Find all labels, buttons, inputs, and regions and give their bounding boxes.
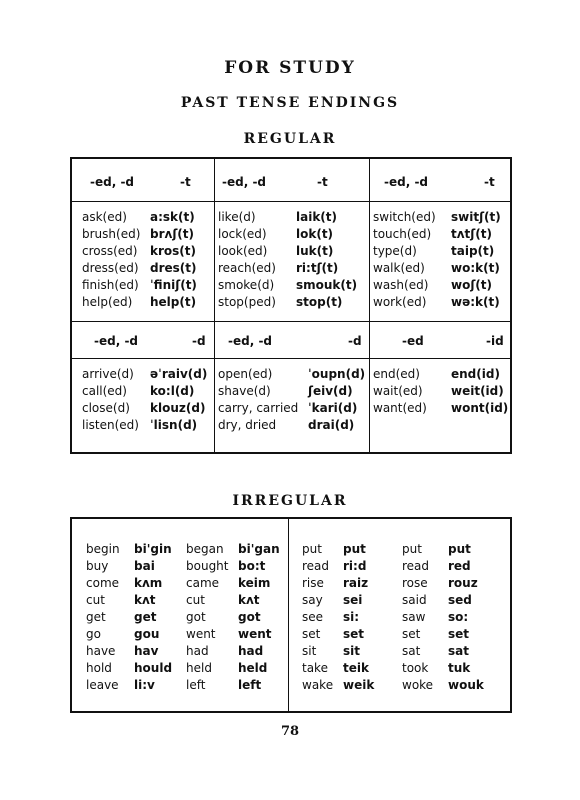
phonetic: kʌt xyxy=(238,593,260,607)
word: read xyxy=(402,559,430,573)
word: dry, dried xyxy=(218,418,277,432)
word: had xyxy=(186,644,209,658)
word: read xyxy=(302,559,330,573)
phonetic: rouz xyxy=(448,576,478,590)
phonetic: end(id) xyxy=(451,367,500,381)
phonetic: bai xyxy=(134,559,155,573)
word: help(ed) xyxy=(82,295,133,309)
word-list xyxy=(82,209,140,311)
word: sit xyxy=(302,644,317,658)
word: work(ed) xyxy=(373,295,427,309)
phonetic: sat xyxy=(448,644,469,658)
word: walk(ed) xyxy=(373,261,425,275)
phonetic-list xyxy=(150,366,207,434)
word: came xyxy=(186,576,220,590)
word: arrive(d) xyxy=(82,367,134,381)
word: leave xyxy=(86,678,119,692)
phonetic: bi'gin xyxy=(134,542,172,556)
word: wait(ed) xyxy=(373,384,423,398)
phonetic: wouk xyxy=(448,678,484,692)
word: see xyxy=(302,610,324,624)
phonetic: put xyxy=(448,542,471,556)
word: set xyxy=(302,627,321,641)
word: left xyxy=(186,678,206,692)
phonetic: keim xyxy=(238,576,271,590)
phonetic: held xyxy=(238,661,268,675)
word: call(ed) xyxy=(82,384,127,398)
phonetic-list xyxy=(308,366,365,434)
word: have xyxy=(86,644,116,658)
phonetic: dres(t) xyxy=(150,261,197,275)
word: bought xyxy=(186,559,229,573)
phonetic: əˈraiv(d) xyxy=(150,367,208,381)
regular-heading: REGULAR xyxy=(243,131,337,147)
irregular-column xyxy=(302,541,333,694)
irregular-column xyxy=(86,541,120,694)
header-ending: -t xyxy=(484,175,495,189)
word: carry, carried xyxy=(218,401,299,415)
phonetic: teik xyxy=(343,661,369,675)
word-list xyxy=(82,366,139,434)
word: took xyxy=(402,661,429,675)
phonetic: help(t) xyxy=(150,295,197,309)
word: buy xyxy=(86,559,109,573)
irregular-column xyxy=(134,541,172,694)
phonetic: ˈoupn(d) xyxy=(308,367,366,381)
header-ending: -ed, -d xyxy=(384,175,429,189)
row-divider xyxy=(72,358,510,359)
regular-table xyxy=(70,157,512,454)
word: put xyxy=(302,542,322,556)
phonetic: drai(d) xyxy=(308,418,355,432)
word: listen(ed) xyxy=(82,418,139,432)
word-list xyxy=(373,366,427,417)
section-heading: PAST TENSE ENDINGS xyxy=(180,95,400,111)
word-list xyxy=(218,209,276,311)
phonetic: ˈlisn(d) xyxy=(150,418,198,432)
phonetic: kʌm xyxy=(134,576,163,590)
word: ask(ed) xyxy=(82,210,127,224)
column-divider xyxy=(214,159,215,452)
word: want(ed) xyxy=(373,401,427,415)
word: put xyxy=(402,542,422,556)
word: reach(ed) xyxy=(218,261,276,275)
word: held xyxy=(186,661,212,675)
phonetic: weit(id) xyxy=(451,384,504,398)
phonetic-list xyxy=(451,366,508,417)
phonetic: put xyxy=(343,542,366,556)
word: began xyxy=(186,542,224,556)
header-ending: -ed, -d xyxy=(90,175,135,189)
word: take xyxy=(302,661,328,675)
column-divider xyxy=(369,159,370,452)
phonetic: ri:tʃ(t) xyxy=(296,261,339,275)
phonetic: switʃ(t) xyxy=(451,210,501,224)
word: touch(ed) xyxy=(373,227,432,241)
phonetic: red xyxy=(448,559,471,573)
word: lock(ed) xyxy=(218,227,267,241)
page-number: 78 xyxy=(280,724,300,739)
word: end(ed) xyxy=(373,367,420,381)
irregular-column xyxy=(343,541,374,694)
header-ending: -d xyxy=(348,334,362,348)
header-ending: -t xyxy=(180,175,191,189)
phonetic: stop(t) xyxy=(296,295,343,309)
phonetic: ˈfiniʃ(t) xyxy=(150,278,197,292)
phonetic: wo:k(t) xyxy=(451,261,500,275)
word: like(d) xyxy=(218,210,256,224)
word: cut xyxy=(186,593,205,607)
word-list xyxy=(218,366,298,434)
header-ending: -ed, -d xyxy=(94,334,139,348)
phonetic: bo:t xyxy=(238,559,266,573)
word: rise xyxy=(302,576,324,590)
phonetic: had xyxy=(238,644,264,658)
word: close(d) xyxy=(82,401,130,415)
word: go xyxy=(86,627,101,641)
header-ending: -t xyxy=(317,175,328,189)
phonetic: set xyxy=(448,627,470,641)
irregular-column xyxy=(402,541,433,694)
word: dress(ed) xyxy=(82,261,139,275)
phonetic: a:sk(t) xyxy=(150,210,195,224)
word: switch(ed) xyxy=(373,210,436,224)
phonetic: gou xyxy=(134,627,160,641)
irregular-column xyxy=(448,541,484,694)
phonetic: so: xyxy=(448,610,469,624)
irregular-table xyxy=(70,517,512,713)
phonetic: hav xyxy=(134,644,159,658)
phonetic: went xyxy=(238,627,272,641)
word: say xyxy=(302,593,323,607)
word: shave(d) xyxy=(218,384,271,398)
phonetic: taip(t) xyxy=(451,244,495,258)
phonetic: laik(t) xyxy=(296,210,338,224)
phonetic: sei xyxy=(343,593,363,607)
phonetic: got xyxy=(238,610,261,624)
phonetic: sit xyxy=(343,644,360,658)
phonetic: set xyxy=(343,627,365,641)
word: wake xyxy=(302,678,334,692)
word: type(d) xyxy=(373,244,417,258)
word: said xyxy=(402,593,427,607)
irregular-column xyxy=(186,541,229,694)
header-ending: -ed xyxy=(402,334,424,348)
phonetic: tuk xyxy=(448,661,471,675)
word: saw xyxy=(402,610,426,624)
phonetic: ri:d xyxy=(343,559,367,573)
word: sat xyxy=(402,644,421,658)
phonetic: left xyxy=(238,678,262,692)
phonetic: kros(t) xyxy=(150,244,196,258)
word: set xyxy=(402,627,421,641)
phonetic-list xyxy=(296,209,357,311)
word: went xyxy=(186,627,216,641)
word: cut xyxy=(86,593,105,607)
phonetic: woʃ(t) xyxy=(451,278,493,292)
phonetic: si: xyxy=(343,610,360,624)
header-ending: -d xyxy=(192,334,206,348)
word: rose xyxy=(402,576,428,590)
phonetic: wə:k(t) xyxy=(451,295,500,309)
word: get xyxy=(86,610,106,624)
word: wash(ed) xyxy=(373,278,429,292)
header-ending: -ed, -d xyxy=(222,175,267,189)
word: stop(ped) xyxy=(218,295,276,309)
word: finish(ed) xyxy=(82,278,139,292)
word: hold xyxy=(86,661,112,675)
phonetic: tʌtʃ(t) xyxy=(451,227,492,241)
phonetic-list xyxy=(451,209,501,311)
word: woke xyxy=(402,678,434,692)
phonetic: smouk(t) xyxy=(296,278,358,292)
word: come xyxy=(86,576,120,590)
phonetic: ko:l(d) xyxy=(150,384,195,398)
phonetic: sed xyxy=(448,593,472,607)
word: cross(ed) xyxy=(82,244,138,258)
page-heading: FOR STUDY xyxy=(224,58,356,78)
phonetic-list xyxy=(150,209,197,311)
word: open(ed) xyxy=(218,367,273,381)
phonetic: ʃeiv(d) xyxy=(308,384,353,398)
phonetic: bi'gan xyxy=(238,542,280,556)
phonetic: lok(t) xyxy=(296,227,334,241)
word-list xyxy=(373,209,436,311)
irregular-column xyxy=(238,541,280,694)
phonetic: weik xyxy=(343,678,375,692)
word: smoke(d) xyxy=(218,278,275,292)
phonetic: get xyxy=(134,610,157,624)
phonetic: li:v xyxy=(134,678,155,692)
phonetic: klouz(d) xyxy=(150,401,206,415)
header-ending: -ed, -d xyxy=(228,334,273,348)
phonetic: brʌʃ(t) xyxy=(150,227,195,241)
word: begin xyxy=(86,542,120,556)
row-divider xyxy=(72,201,510,202)
header-ending: -id xyxy=(486,334,504,348)
phonetic: wont(id) xyxy=(451,401,509,415)
phonetic: ˈkari(d) xyxy=(308,401,358,415)
phonetic: kʌt xyxy=(134,593,156,607)
irregular-heading: IRREGULAR xyxy=(232,493,348,509)
word: got xyxy=(186,610,206,624)
column-divider xyxy=(288,519,289,711)
word: look(ed) xyxy=(218,244,268,258)
phonetic: raiz xyxy=(343,576,369,590)
word: brush(ed) xyxy=(82,227,141,241)
phonetic: hould xyxy=(134,661,173,675)
row-divider xyxy=(72,321,510,322)
phonetic: luk(t) xyxy=(296,244,334,258)
